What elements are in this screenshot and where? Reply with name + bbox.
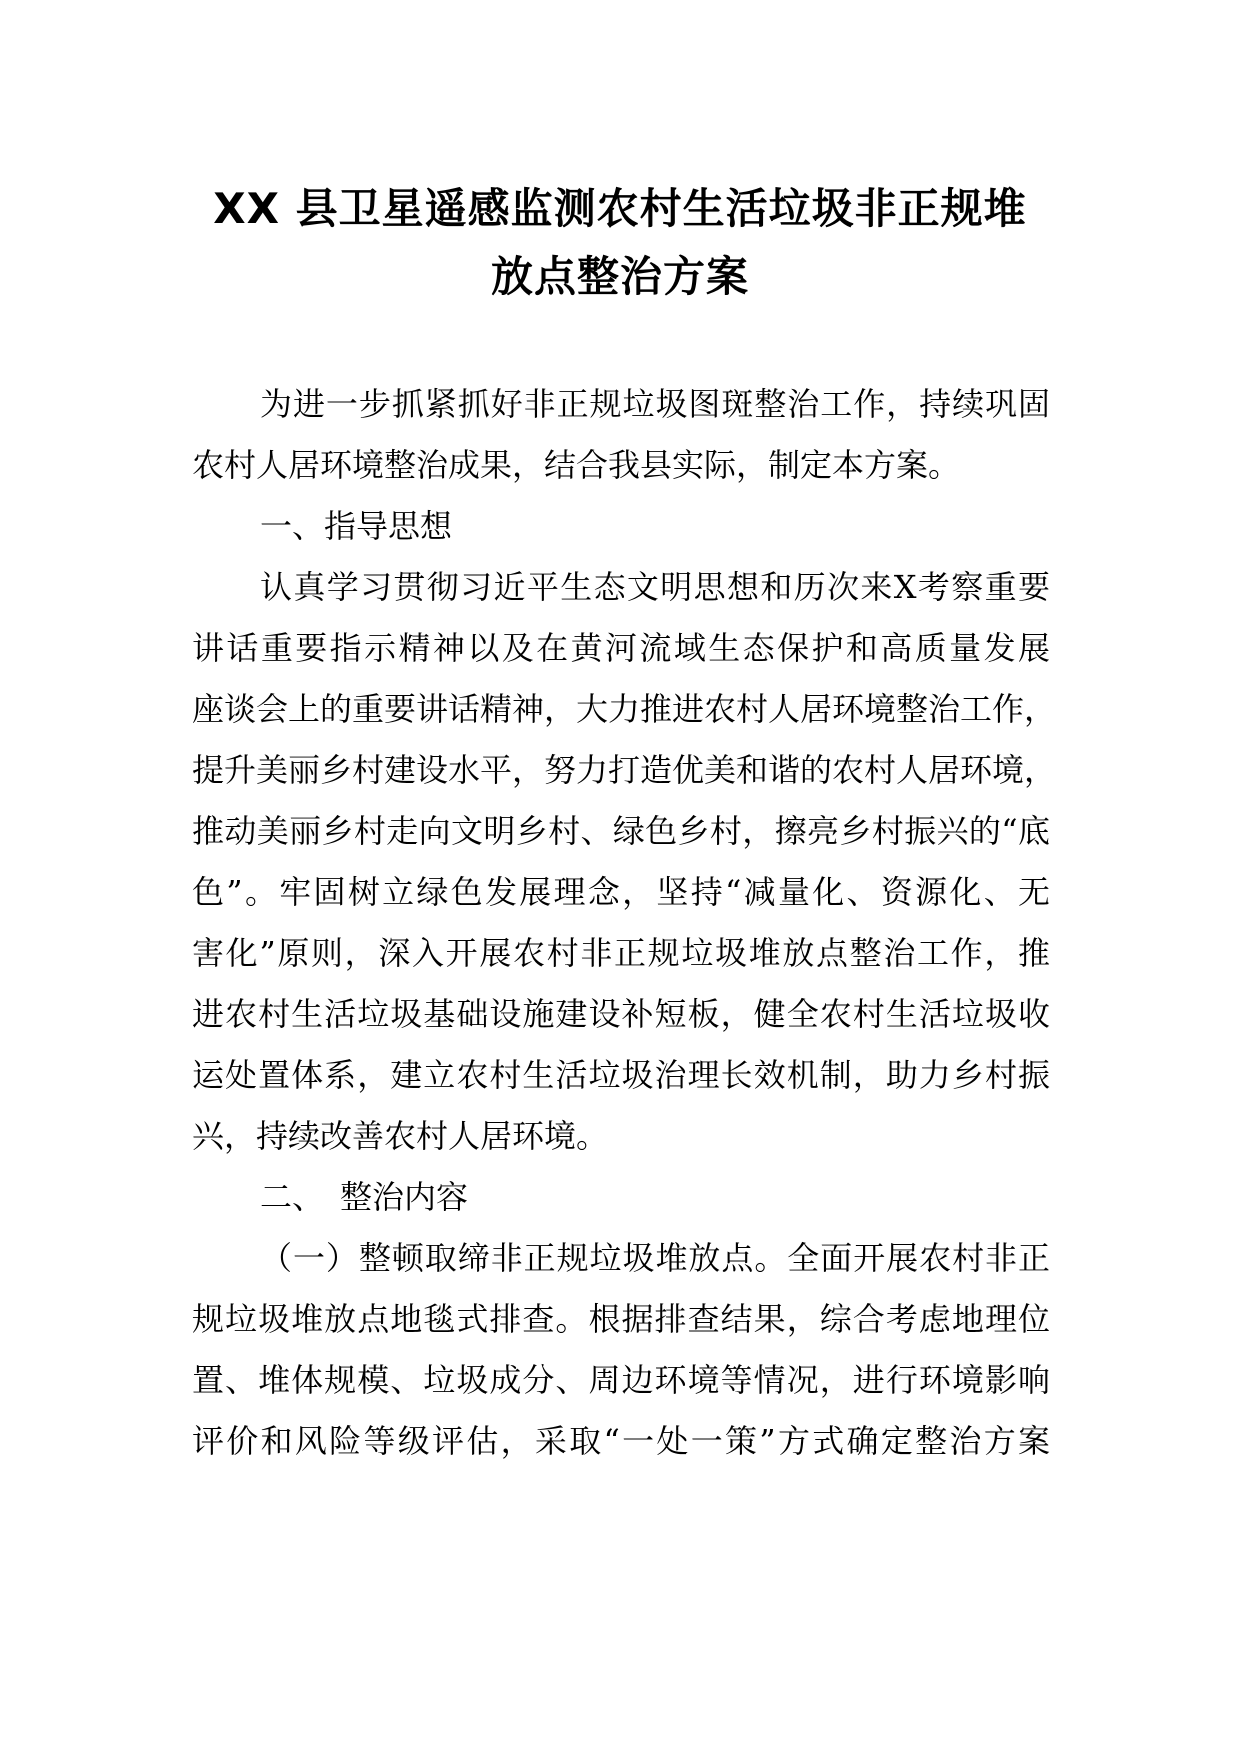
paragraph-line: 认真学习贯彻习近平生态文明思想和历次来X考察重要 (260, 568, 1050, 606)
paragraph-line: 兴，持续改善农村人居环境。 (192, 1117, 609, 1155)
document-title-line-1: XX 县卫星遥感监测农村生活垃圾非正规堆 (213, 184, 1027, 233)
paragraph-line: 农村人居环境整治成果，结合我县实际，制定本方案。 (192, 446, 961, 484)
paragraph-line: 运处置体系，建立农村生活垃圾治理长效机制，助力乡村振 (192, 1056, 1050, 1094)
paragraph-line: 进农村生活垃圾基础设施建设补短板，健全农村生活垃圾收 (192, 995, 1050, 1033)
paragraph-line: 色”。牢固树立绿色发展理念，坚持“减量化、资源化、无 (192, 873, 1050, 911)
paragraph-line: 置、堆体规模、垃圾成分、周边环境等情况，进行环境影响 (192, 1361, 1050, 1399)
paragraph-line: 讲话重要指示精神以及在黄河流域生态保护和高质量发展 (192, 629, 1050, 667)
paragraph-line: 提升美丽乡村建设水平，努力打造优美和谐的农村人居环境， (192, 751, 1057, 789)
section-heading: 一、指导思想 (260, 507, 453, 545)
paragraph-line: 为进一步抓紧抓好非正规垃圾图斑整治工作，持续巩固 (260, 385, 1050, 423)
paragraph-line: 座谈会上的重要讲话精神，大力推进农村人居环境整治工作， (192, 690, 1057, 728)
document-title-line-2: 放点整治方案 (490, 252, 749, 301)
paragraph-line: 评价和风险等级评估，采取“一处一策”方式确定整治方案 (192, 1422, 1050, 1460)
paragraph-line: 害化”原则，深入开展农村非正规垃圾堆放点整治工作，推 (192, 934, 1050, 972)
paragraph-line: 规垃圾堆放点地毯式排查。根据排查结果，综合考虑地理位 (192, 1300, 1050, 1338)
paragraph-line: 推动美丽乡村走向文明乡村、绿色乡村，擦亮乡村振兴的“底 (192, 812, 1050, 850)
paragraph-line: （一）整顿取缔非正规垃圾堆放点。全面开展农村非正 (260, 1239, 1050, 1277)
section-heading: 二、 整治内容 (260, 1178, 469, 1216)
